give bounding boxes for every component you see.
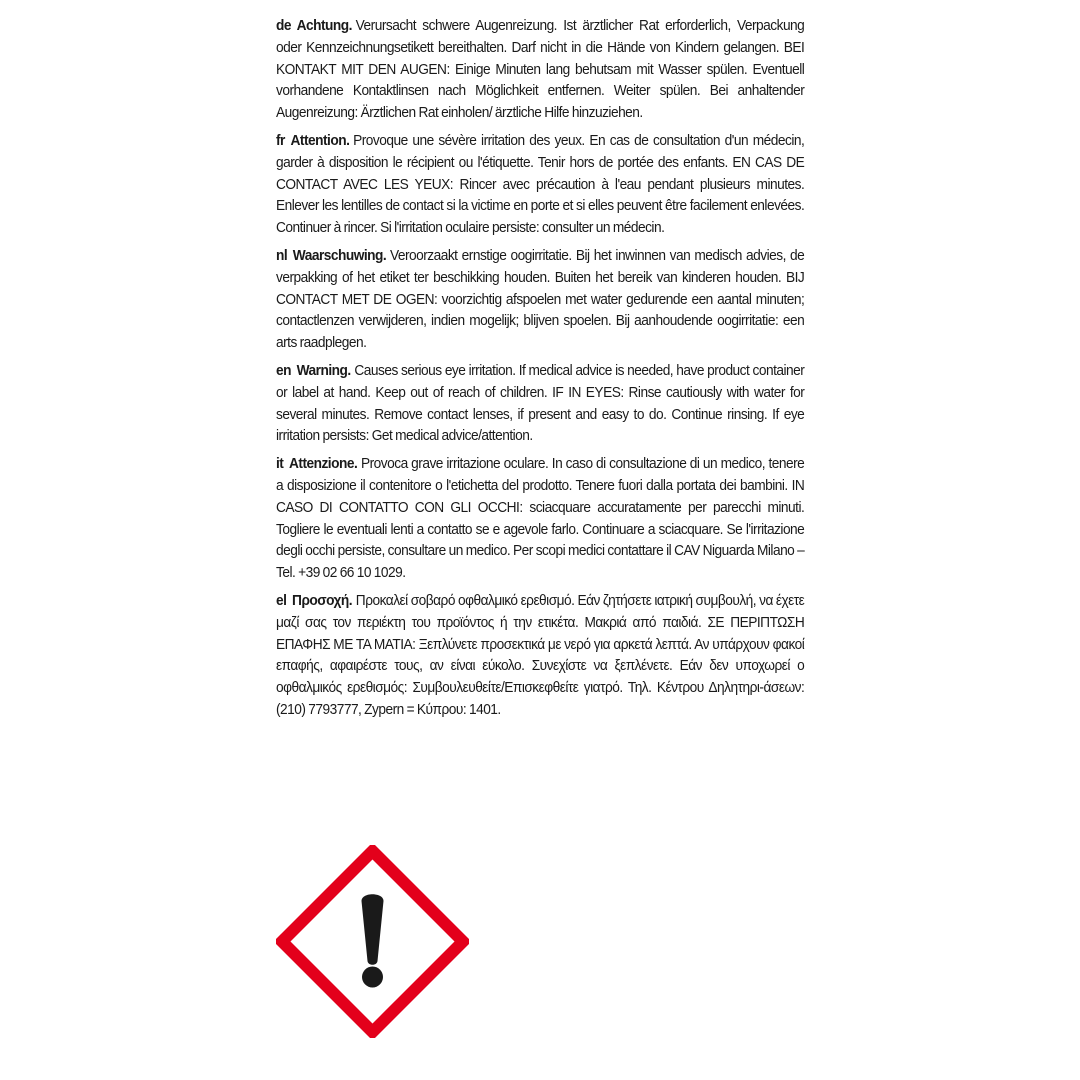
signal-word: Warning. <box>296 362 351 379</box>
signal-word: Waarschuwing. <box>292 247 387 264</box>
language-code: nl <box>276 247 288 264</box>
signal-word: Προσοχή. <box>292 592 353 609</box>
signal-word: Achtung. <box>296 18 352 34</box>
language-code: fr <box>276 132 285 149</box>
warning-block-en <box>276 361 804 448</box>
language-code: it <box>276 456 284 473</box>
warning-text: Provoca grave irritazione oculare. In caso di consultazione di un medico, tenere a disposizione il contenitore o l'etichetta del prodotto. Tenere fuori dalla portata dei bambini. IN CASO DI CONTATTO CON GLI OCCHI: sciacquare accuratamente per parecchi minuti. Togliere le eventuali lenti a contatto se e agevole farlo. Continuare a sciacquare. Se l'irritazione degli occhi persiste, consultare un medico. Per scopi medici contattare il CAV Niguarda Milano – Tel. +39 02 66 10 1029. <box>276 456 805 582</box>
exclamation-dot <box>362 967 383 988</box>
warning-text: Causes serious eye irritation. If medical advice is needed, have product container or label at hand. Keep out of reach of children. IF IN EYES: Rinse cautiously with water for several minutes. Remove contact lenses, if present and easy to do. Continue rinsing. If eye irritation persists: Get medical advice/attention. <box>276 362 805 445</box>
language-code: en <box>276 362 291 379</box>
warning-block-it <box>276 454 804 585</box>
warning-block-de <box>276 16 804 125</box>
warning-text: Veroorzaakt ernstige oogirritatie. Bij het inwinnen van medisch advies, de verpakking of het etiket ter beschikking houden. Buiten het bereik van kinderen houden. BIJ CONTACT MET DE OGEN: voorzichtig afspoelen met water gedurende een aantal minuten; contactlenzen verwijderen, indien mogelijk; blijven spoelen. Bij aanhoudende oogirritatie: een arts raadplegen. <box>276 247 805 352</box>
ghs-exclamation-pictogram <box>276 845 469 1038</box>
language-code: el <box>276 592 287 609</box>
warning-text: Verursacht schwere Augenreizung. Ist ärztlicher Rat erforderlich, Verpackung oder Kennzeichnungsetikett bereithalten. Darf nicht in die Hände von Kindern gelangen. BEI KONTAKT MIT DEN AUGEN: Einige Minuten lang behutsam mit Wasser spülen. Eventuell vorhandene Kontaktlinsen nach Möglichkeit entfernen. Weiter spülen. Bei anhaltender Augenreizung: Ärztlichen Rat einholen/ ärztliche Hilfe hinzuziehen. <box>276 18 805 122</box>
warning-block-nl <box>276 246 804 355</box>
warning-text: Προκαλεί σοβαρό οφθαλμικό ερεθισμό. Εάν ζητήσετε ιατρική συμβουλή, να έχετε μαζί σας τον περιέκτη του προϊόντος ή την ετικέτα. Μακριά από παιδιά. ΣΕ ΠΕΡΙΠΤΩΣΗ ΕΠΑΦΗΣ ΜΕ ΤΑ ΜΑΤΙΑ: Ξεπλύνετε προσεκτικά με νερό για αρκετά λεπτά. Αν υπάρχουν φακοί επαφής, αφαιρέστε τους, αν είναι εύκολο. Συνεχίστε να ξεπλένετε. Εάν δεν υποχωρεί ο οφθαλμικός ερεθισμός: Συμβουλευθείτε/Επισκεφθείτε γιατρό. Τηλ. Κέντρου Δηλητηρι-άσεων: (210) 7793777, Zypern = Κύπρου: 1401. <box>276 592 805 718</box>
hazard-warnings-text <box>276 16 804 728</box>
warning-block-fr <box>276 131 804 240</box>
warning-text: Provoque une sévère irritation des yeux. En cas de consultation d'un médecin, garder à disposition le récipient ou l'étiquette. Tenir hors de portée des enfants. EN CAS DE CONTACT AVEC LES YEUX: Rincer avec précaution à l'eau pendant plusieurs minutes. Enlever les lentilles de contact si la victime en porte et si elles peuvent être facilement enlevées. Continuer à rincer. Si l'irritation oculaire persiste: consulter un médecin. <box>276 132 805 237</box>
signal-word: Attention. <box>290 132 350 149</box>
warning-block-el <box>276 591 804 722</box>
language-code: de <box>276 18 291 34</box>
signal-word: Attenzione. <box>288 456 358 473</box>
